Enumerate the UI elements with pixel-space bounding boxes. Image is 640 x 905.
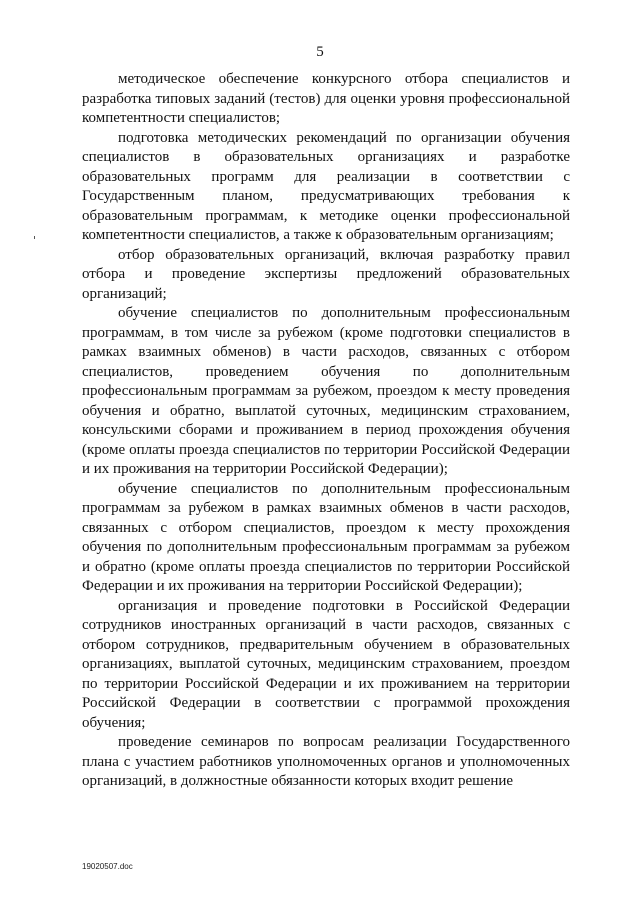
paragraph: отбор образовательных организаций, включая разработку правил отбора и проведение экспертизы предложений образовательных организаций; <box>82 246 570 302</box>
document-body <box>82 70 570 792</box>
paragraph: обучение специалистов по дополнительным профессиональным программам, в том числе за рубежом (кроме подготовки специалистов в рамках взаимных обменов) в части расходов, связанных с отбором специалистов, проведением обучения по дополнительным профессиональным программам за рубежом, проездом к месту проведения обучения и обратно, выплатой суточных, медицинским страхованием, консульскими сборами и проживанием в период прохождения обучения (кроме оплаты проезда специалистов по территории Российской Федерации и их проживания на территории Российской Федерации); <box>82 305 570 477</box>
file-name-footer: 19020507.doc <box>82 862 133 871</box>
page-number: 5 <box>316 44 324 60</box>
paragraph: организация и проведение подготовки в Российской Федерации сотрудников иностранных организаций в части расходов, связанных с отбором сотрудников, предварительным обучением в образовательных организациях, выплатой суточных, медицинским страхованием, проездом по территории Российской Федерации и их проживанием на территории Российской Федерации в соответствии с программой прохождения обучения; <box>82 597 570 731</box>
paragraph: проведение семинаров по вопросам реализации Государственного плана с участием работников уполномоченных органов и уполномоченных организаций, в должностные обязанности которых входит решение <box>82 734 570 789</box>
paragraph: подготовка методических рекомендаций по организации обучения специалистов в образовательных организациях и разработке образовательных программ для реализации в соответствии с Государственным планом, предусматривающих требования к образовательным программам, к методике оценки профессиональной компетентности специалистов, а также к образовательным организациям; <box>82 129 570 243</box>
paragraph: методическое обеспечение конкурсного отбора специалистов и разработка типовых заданий (тестов) для оценки уровня профессиональной компетентности специалистов; <box>82 71 570 126</box>
paragraph: обучение специалистов по дополнительным профессиональным программам за рубежом в рамках взаимных обменов в части расходов, связанных с отбором специалистов, проездом к месту прохождения обучения по дополнительным профессиональным программам за рубежом и обратно (кроме оплаты проезда специалистов по территории Российской Федерации и их проживания на территории Российской Федерации); <box>82 480 570 594</box>
margin-mark <box>34 236 35 239</box>
